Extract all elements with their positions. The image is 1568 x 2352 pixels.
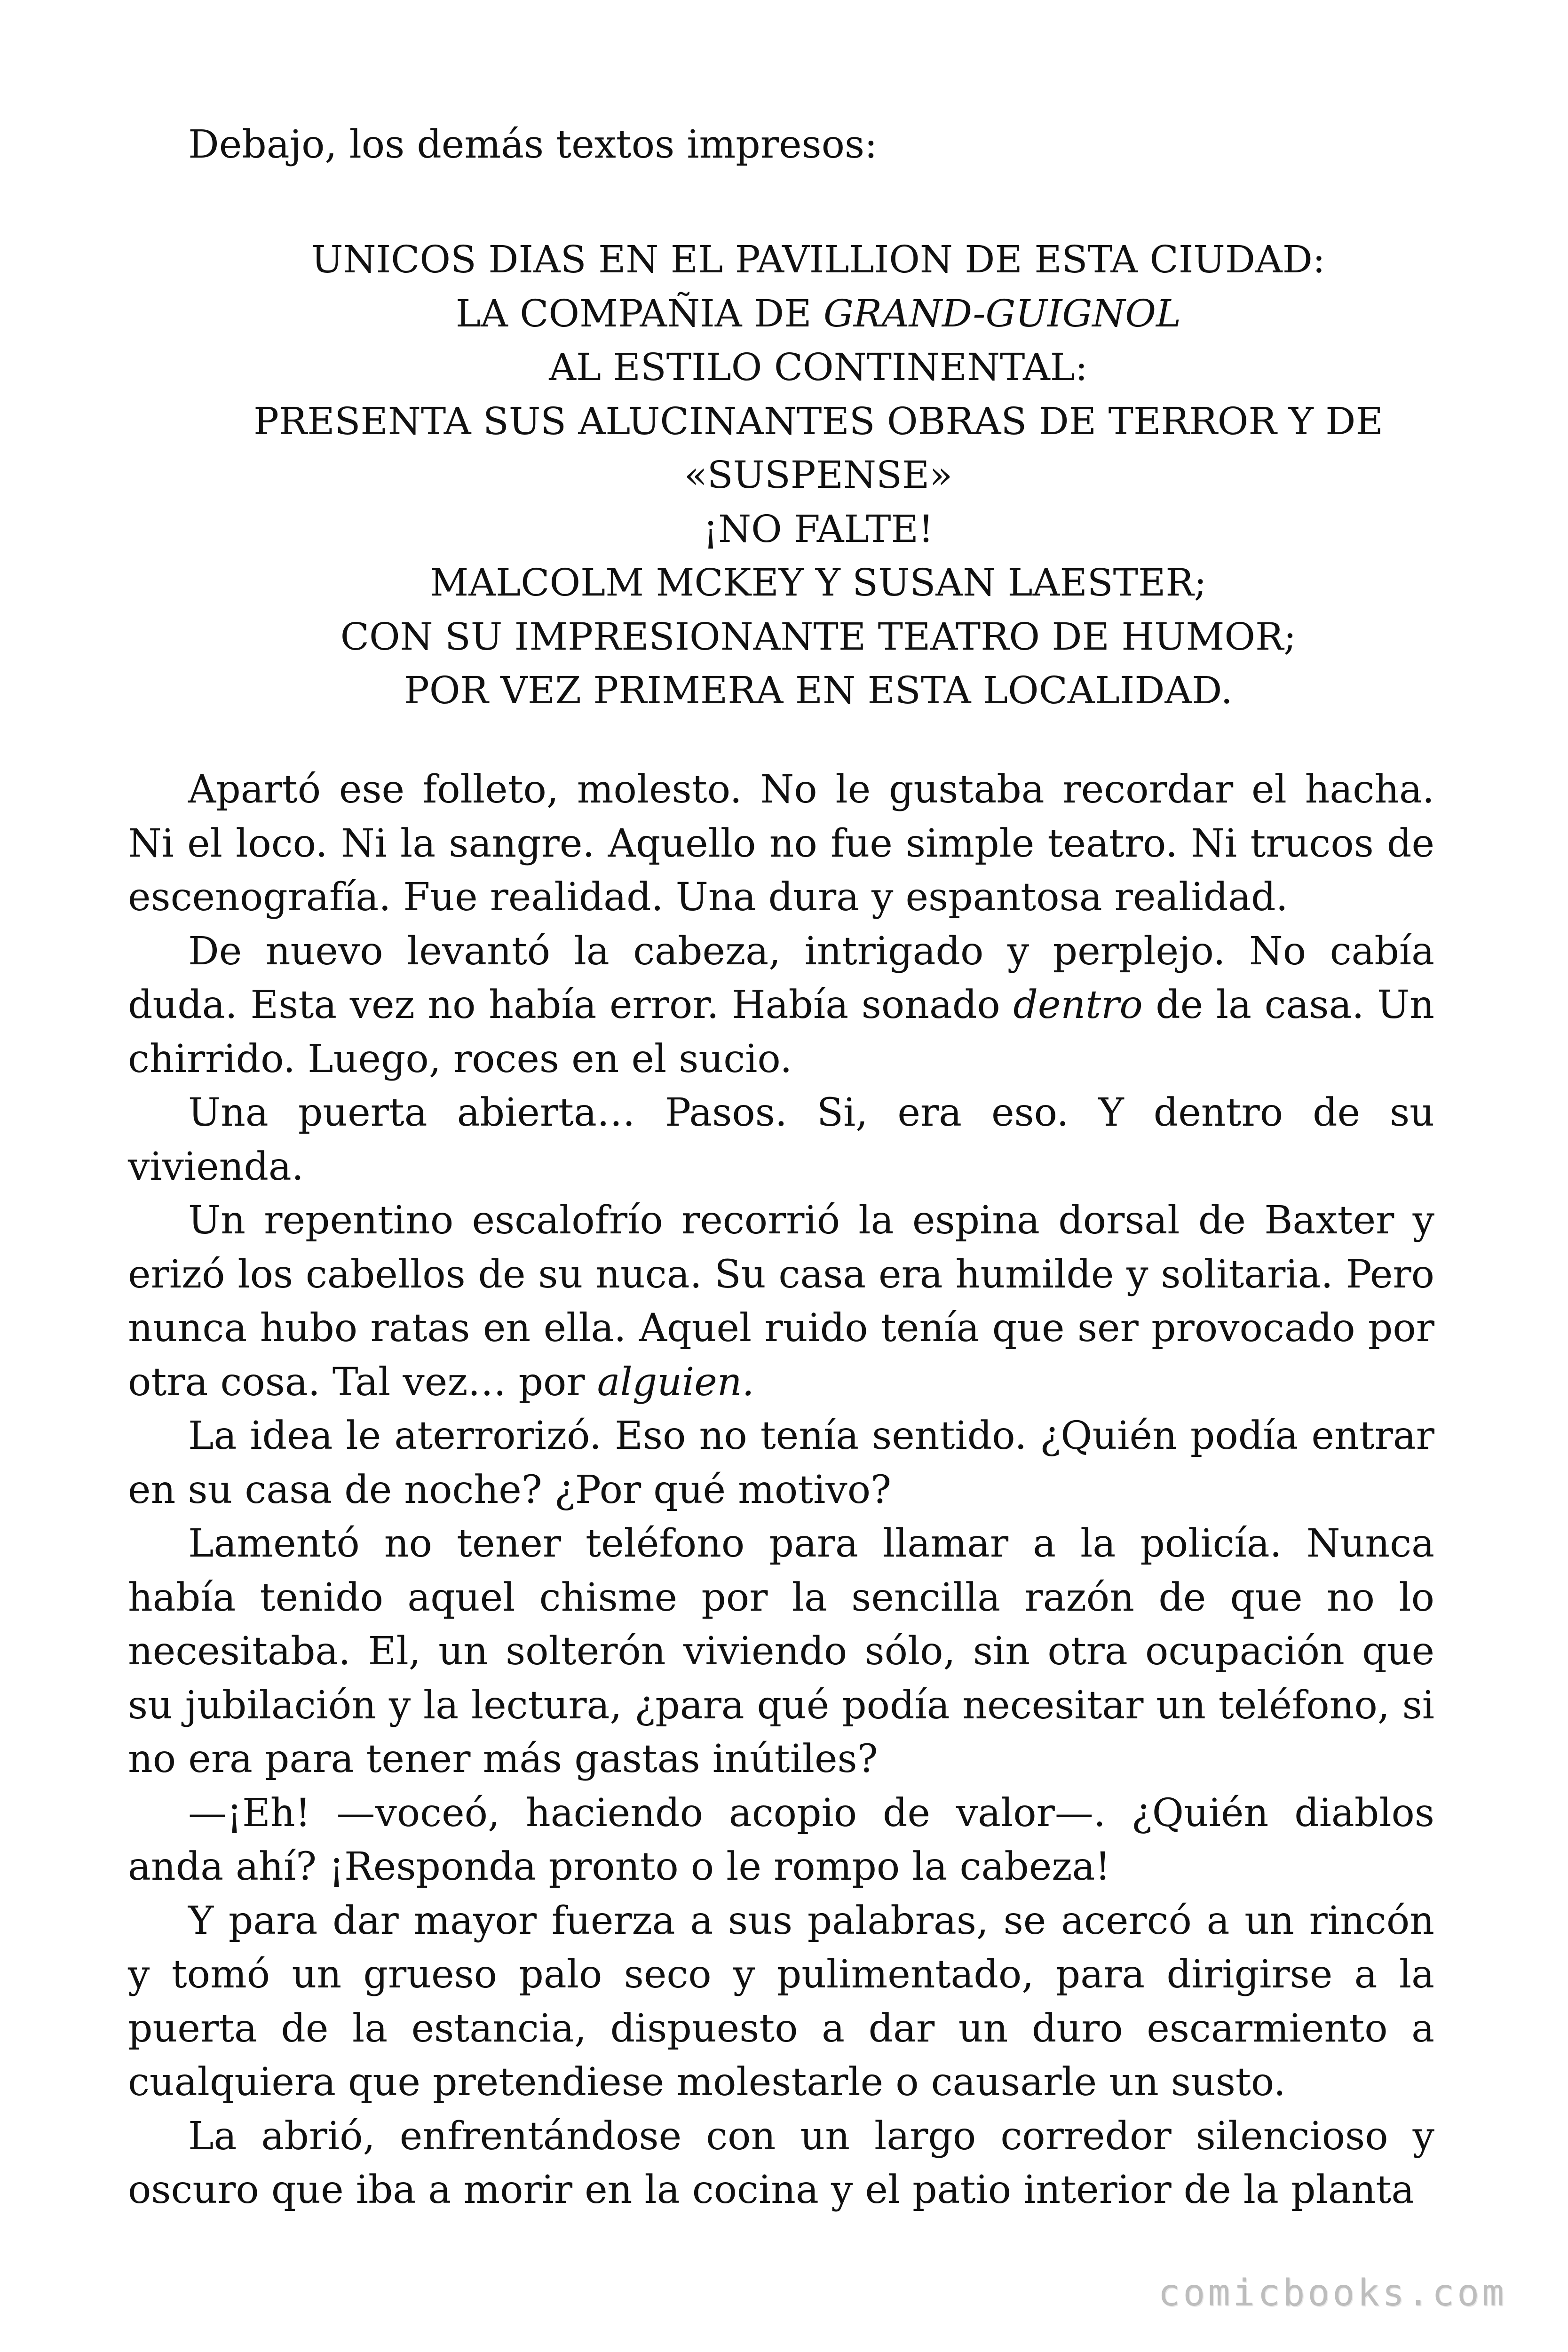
poster-line-text: PRESENTA SUS ALUCINANTES OBRAS DE TERROR Y DE	[253, 399, 1383, 443]
paragraph-text: De nuevo levantó la cabeza, intrigado y perplejo. No cabía duda. Esta vez no había error. Había sonado	[128, 929, 1434, 1027]
poster-line-text: MALCOLM MCKEY Y SUSAN LAESTER;	[430, 561, 1207, 604]
paragraph	[128, 763, 1434, 925]
paragraph-italic: alguien.	[597, 1359, 754, 1405]
paragraph-text: La idea le aterrorizó. Eso no tenía sentido. ¿Quién podía entrar en su casa de noche? ¿Por qué motivo?	[128, 1414, 1434, 1512]
poster-line-text: UNICOS DIAS EN EL PAVILLION DE ESTA CIUDAD:	[311, 238, 1325, 281]
paragraph	[128, 2110, 1434, 2217]
paragraph	[128, 1086, 1434, 1194]
poster-line-text: LA COMPAÑIA DE	[455, 291, 824, 335]
paragraph-text: Y para dar mayor fuerza a sus palabras, se acercó a un rincón y tomó un grueso palo seco y pulimentado, para dirigirse a la puerta de la estancia, dispuesto a dar un duro escarmiento a cualquiera que pretendiese molestarle o causarle un susto.	[128, 1898, 1434, 2105]
poster-line-text: «SUSPENSE»	[684, 453, 953, 497]
paragraph-text-after: de la casa. Un chirrido. Luego, roces en el sucio.	[128, 983, 1434, 1081]
paragraph-text: —¡Eh! —voceó, haciendo acopio de valor—. ¿Quién diablos anda ahí? ¡Responda pronto o le rompo la cabeza!	[128, 1790, 1434, 1889]
watermark: comicbooks.com	[1158, 2272, 1507, 2314]
paragraph	[128, 1409, 1434, 1517]
paragraph	[128, 1194, 1434, 1409]
poster-line	[122, 610, 1514, 664]
poster-line	[122, 664, 1514, 718]
paragraph	[128, 1517, 1434, 1787]
poster-line	[122, 395, 1514, 449]
paragraph-text: La abrió, enfrentándose con un largo corredor silencioso y oscuro que iba a morir en la cocina y el patio interior de la planta	[128, 2114, 1434, 2212]
body-text	[128, 763, 1434, 2217]
paragraph-text: Apartó ese folleto, molesto. No le gustaba recordar el hacha. Ni el loco. Ni la sangre. Aquello no fue simple teatro. Ni trucos de escenografía. Fue realidad. Una dura y espantosa realidad.	[128, 767, 1434, 920]
paragraph	[128, 1787, 1434, 1894]
paragraph-text: Un repentino escalofrío recorrió la espina dorsal de Baxter y erizó los cabellos de su nuca. Su casa era humilde y solitaria. Pero nunca hubo ratas en ella. Aquel ruido tenía que ser provocado por otra cosa. Tal vez… por	[128, 1198, 1434, 1405]
paragraph-italic: dentro	[1013, 983, 1143, 1027]
poster-line-italic: GRAND-GUIGNOL	[823, 291, 1181, 335]
poster-line-text: POR VEZ PRIMERA EN ESTA LOCALIDAD.	[404, 668, 1233, 712]
intro-line: Debajo, los demás textos impresos:	[188, 122, 878, 167]
poster-line-text: AL ESTILO CONTINENTAL:	[549, 345, 1088, 389]
paragraph-text: Lamentó no tener teléfono para llamar a la policía. Nunca había tenido aquel chisme por la sencilla razón de que no lo necesitaba. El, un solterón viviendo sólo, sin otra ocupación que su jubilación y la lectura, ¿para qué podía necesitar un teléfono, si no era para tener más gastas inútiles?	[128, 1521, 1434, 1781]
paragraph-text: Una puerta abierta… Pasos. Si, era eso. Y dentro de su vivienda.	[128, 1090, 1434, 1189]
poster-line	[122, 341, 1514, 395]
paragraph	[128, 1894, 1434, 2110]
poster-line-text: ¡NO FALTE!	[703, 507, 934, 551]
poster-line	[122, 287, 1514, 341]
poster-line	[122, 502, 1514, 556]
poster-line-text: CON SU IMPRESIONANTE TEATRO DE HUMOR;	[340, 614, 1297, 659]
paragraph	[128, 925, 1434, 1087]
poster-line	[122, 233, 1514, 287]
poster-line	[122, 448, 1514, 502]
poster-text	[122, 233, 1514, 718]
poster-line	[122, 556, 1514, 610]
